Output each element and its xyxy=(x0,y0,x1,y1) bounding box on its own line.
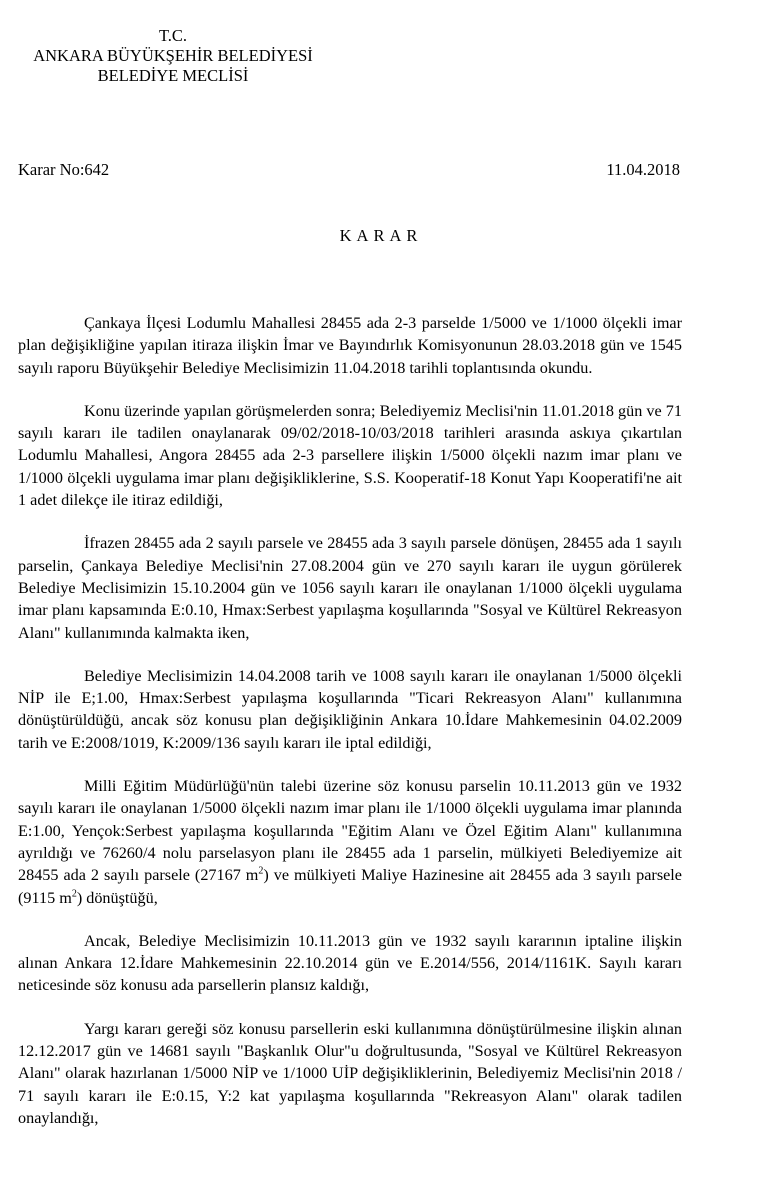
header-municipality: ANKARA BÜYÜKŞEHİR BELEDİYESİ xyxy=(33,46,313,65)
decision-date: 11.04.2018 xyxy=(606,160,680,179)
paragraph-1: Çankaya İlçesi Lodumlu Mahallesi 28455 ada 2-3 parselde 1/5000 ve 1/1000 ölçekli imar plan değişikliğine yapılan itiraza ilişkin İmar ve Bayındırlık Komisyonunun 28.03.2018 gün ve 1545 sayılı raporu Büyükşehir Belediye Meclisimizin 11.04.2018 tarihli toplantısında okundu. xyxy=(18,314,682,377)
document-header xyxy=(18,26,328,86)
paragraph-7: Yargı kararı gereği söz konusu parsellerin eski kullanımına dönüştürülmesine ilişkin alınan 12.12.2017 gün ve 14681 sayılı "Başkanlık Olur"u doğrultusunda, "Sosyal ve Kültürel Rekreasyon Alanı" olarak hazırlanan 1/5000 NİP ve 1/1000 UİP değişikliklerinin, Belediyemiz Meclisi'nin 2018 / 71 sayılı kararı ile E:0.15, Y:2 kat yapılaşma koşullarında "Rekreasyon Alanı" olarak tadilen onaylandığı, xyxy=(18,1019,682,1127)
paragraph-5 xyxy=(18,775,682,909)
paragraph-5-part-b: ) ve mülkiyeti Maliye Hazinesine ait 28455 ada 3 sayılı parsele (9115 m xyxy=(18,866,682,907)
paragraph-4: Belediye Meclisimizin 14.04.2008 tarih ve 1008 sayılı kararı ile onaylanan 1/5000 ölçekli NİP ile E;1.00, Hmax:Serbest yapılaşma koşullarında "Ticari Rekreasyon Alanı" kullanımına dönüştürüldüğü, ancak söz konusu plan değişikliğinin Ankara 10.İdare Mahkemesinin 04.02.2009 tarih ve E:2008/1019, K:2009/136 sayılı kararı ile iptal edildiği, xyxy=(18,666,682,752)
paragraph-6: Ancak, Belediye Meclisimizin 10.11.2013 gün ve 1932 sayılı kararının iptaline ilişkin alınan Ankara 12.İdare Mahkemesinin 22.10.2014 gün ve E.2014/556, 2014/1161K. Sayılı kararı neticesinde söz konusu ada parsellerin plansız kaldığı, xyxy=(18,931,682,995)
paragraph-2: Konu üzerinde yapılan görüşmelerden sonra; Belediyemiz Meclisi'nin 11.01.2018 gün ve 71 sayılı kararı ile tadilen onaylanarak 09/02/2018-10/03/2018 tarihleri arasında askıya çıkartılan Lodumlu Mahallesi, Angora 28455 ada 2-3 parsellere ilişkin 1/5000 ölçekli nazım imar planı ve 1/1000 ölçekli uygulama imar planı değişikliklerine, S.S. Kooperatif-18 Konut Yapı Kooperatifi'ne ait 1 adet dilekçe ile itiraz edildiği, xyxy=(18,401,682,510)
document-body xyxy=(18,312,682,1150)
paragraph-5-part-c: ) dönüştüğü, xyxy=(76,888,158,907)
decision-number: Karar No:642 xyxy=(18,160,110,179)
superscript-area-unit: 2 xyxy=(258,865,264,877)
header-country: T.C. xyxy=(158,26,188,45)
header-council: BELEDİYE MECLİSİ xyxy=(97,66,249,85)
paragraph-5-part-a: Milli Eğitim Müdürlüğü'nün talebi üzerine söz konusu parselin 10.11.2013 gün ve 1932 sayılı kararı ile onaylanan 1/5000 ölçekli nazım imar planı ile 1/1000 ölçekli uygulama imar planında E:1.00, Yençok:Serbest yapılaşma koşullarında "Eğitim Alanı ve Özel Eğitim Alanı" kullanımına ayrıldığı ve 76260/4 nolu parselasyon planı ile 28455 ada 1 parselin, mülkiyeti Belediyemize ait 28455 ada 2 sayılı parsele (27167 m xyxy=(18,777,682,885)
document-title: KARAR xyxy=(339,226,423,245)
superscript-area-unit: 2 xyxy=(71,888,77,900)
paragraph-3: İfrazen 28455 ada 2 sayılı parsele ve 28455 ada 3 sayılı parsele dönüşen, 28455 ada 1 sayılı parselin, Çankaya Belediye Meclisi'nin 27.08.2004 gün ve 270 sayılı kararı ile uygun görülerek Belediye Meclisimizin 15.10.2004 gün ve 1056 sayılı kararı ile onaylanan 1/1000 ölçekli uygulama imar planı kapsamında E:0.10, Hmax:Serbest yapılaşma koşullarında "Sosyal ve Kültürel Rekreasyon Alanı" kullanımında kalmakta iken, xyxy=(18,534,682,642)
